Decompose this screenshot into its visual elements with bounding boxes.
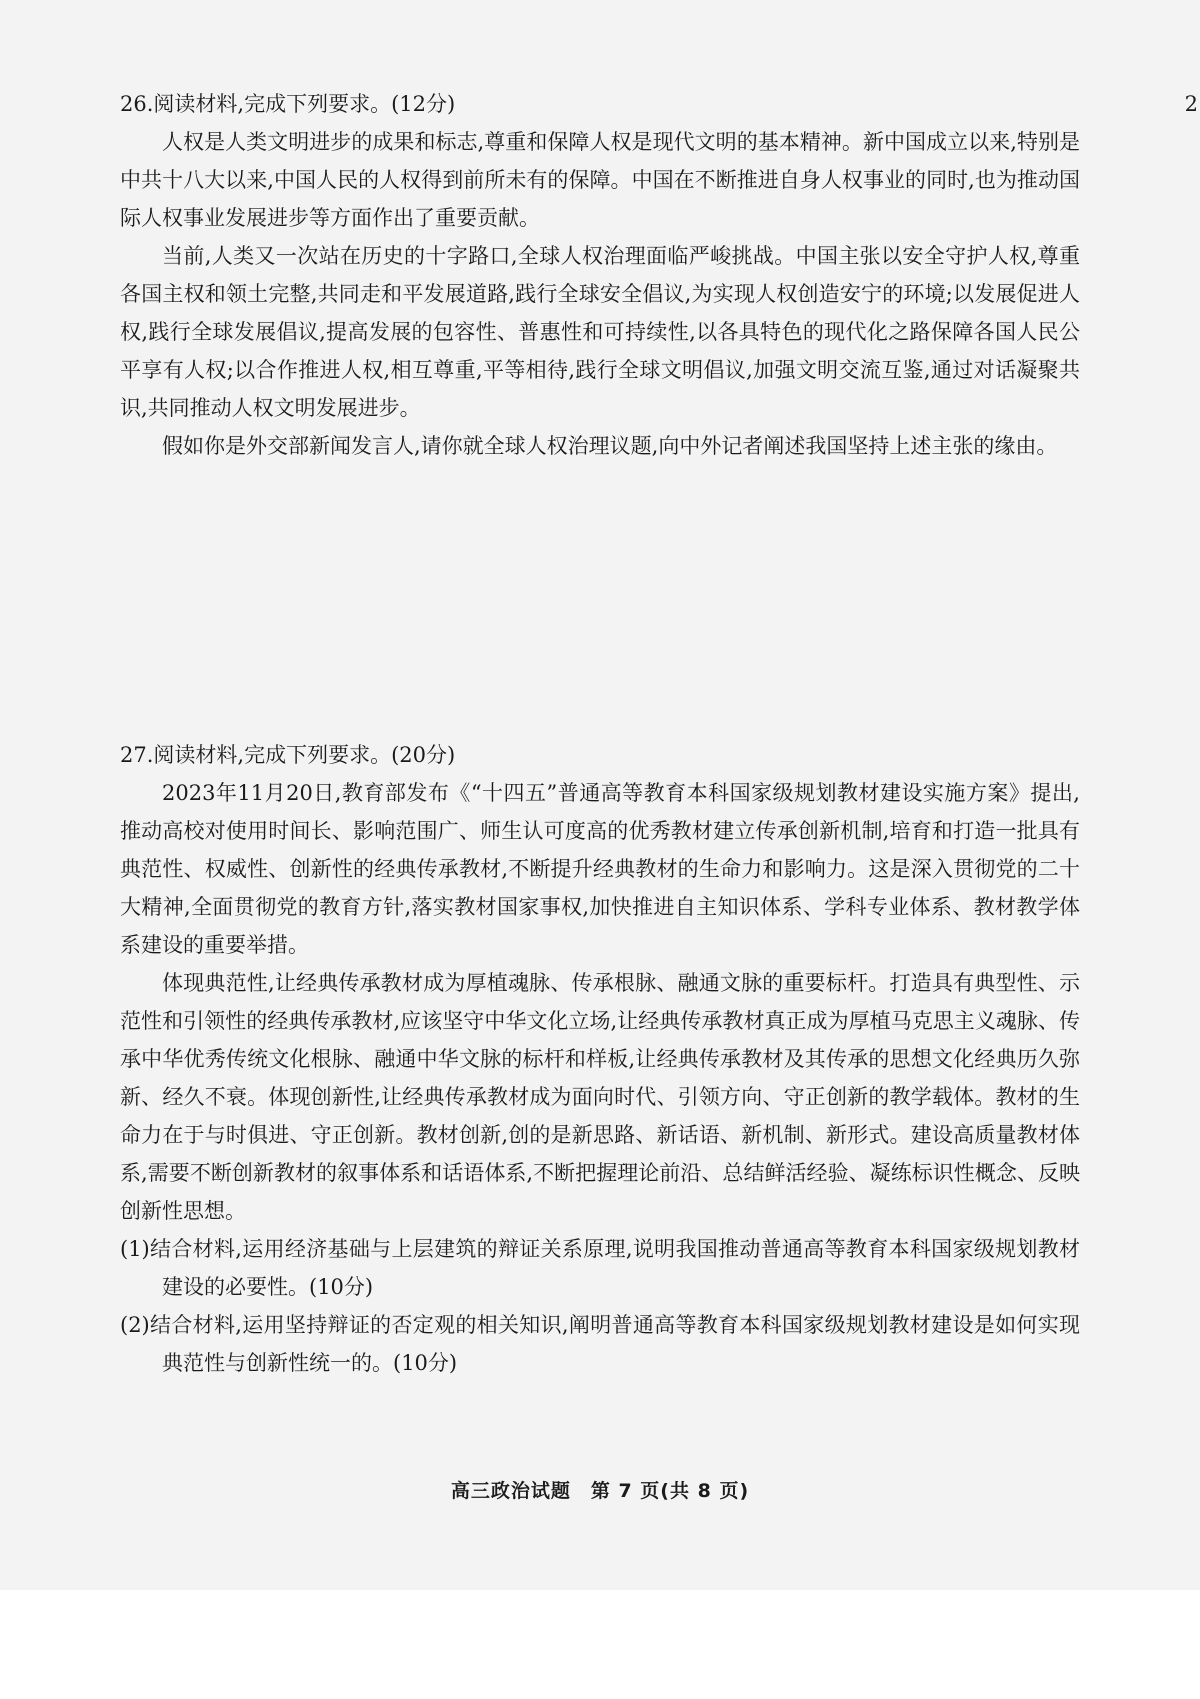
page-bottom-margin xyxy=(0,1590,1200,1699)
question-27-paragraph: 体现典范性,让经典传承教材成为厚植魂脉、传承根脉、融通文脉的重要标杆。打造具有典型性、示范性和引领性的经典传承教材,应该坚守中华文化立场,让经典传承教材真正成为厚植马克思主义魂脉、传承中华优秀传统文化根脉、融通中华文脉的标杆和样板,让经典传承教材及其传承的思想文化经典历久弥新、经久不衰。体现创新性,让经典传承教材成为面向时代、引领方向、守正创新的教学载体。教材的生命力在于与时俱进、守正创新。教材创新,创的是新思路、新话语、新机制、新形式。建设高质量教材体系,需要不断创新教材的叙事体系和话语体系,不断把握理论前沿、总结鲜活经验、凝练标识性概念、反映创新性思想。 xyxy=(120,971,1080,1223)
question-27 xyxy=(120,736,1080,1382)
question-26-paragraph: 当前,人类又一次站在历史的十字路口,全球人权治理面临严峻挑战。中国主张以安全守护人权,尊重各国主权和领土完整,共同走和平发展道路,践行全球安全倡议,为实现人权创造安宁的环境;以发展促进人权,践行全球发展倡议,提高发展的包容性、普惠性和可持续性,以各具特色的现代化之路保障各国人民公平享有人权;以合作推进人权,相互尊重,平等相待,践行全球文明倡议,加强文明交流互鉴,通过对话凝聚共识,共同推动人权文明发展进步。 xyxy=(120,244,1080,420)
question-26-title: 26.阅读材料,完成下列要求。(12分) xyxy=(120,92,456,116)
page-footer: 高三政治试题 第 7 页(共 8 页) xyxy=(450,1480,750,1502)
question-26-prompt: 假如你是外交部新闻发言人,请你就全球人权治理议题,向中外记者阐述我国坚持上述主张的缘由。 xyxy=(162,434,1058,458)
question-27-sub-1: (1)结合材料,运用经济基础与上层建筑的辩证关系原理,说明我国推动普通高等教育本科国家级规划教材建设的必要性。(10分) xyxy=(120,1237,1080,1299)
question-26-paragraph: 人权是人类文明进步的成果和标志,尊重和保障人权是现代文明的基本精神。新中国成立以来,特别是中共十八大以来,中国人民的人权得到前所未有的保障。中国在不断推进自身人权事业的同时,也为推动国际人权事业发展进步等方面作出了重要贡献。 xyxy=(120,130,1080,230)
page-edge-mark: 2 xyxy=(1184,92,1198,116)
question-27-sub-2: (2)结合材料,运用坚持辩证的否定观的相关知识,阐明普通高等教育本科国家级规划教材建设是如何实现典范性与创新性统一的。(10分) xyxy=(120,1313,1080,1375)
question-26 xyxy=(120,85,1080,465)
question-27-title: 27.阅读材料,完成下列要求。(20分) xyxy=(120,743,456,767)
question-27-paragraph: 2023年11月20日,教育部发布《“十四五”普通高等教育本科国家级规划教材建设实施方案》提出,推动高校对使用时间长、影响范围广、师生认可度高的优秀教材建立传承创新机制,培育和打造一批具有典范性、权威性、创新性的经典传承教材,不断提升经典教材的生命力和影响力。这是深入贯彻党的二十大精神,全面贯彻党的教育方针,落实教材国家事权,加快推进自主知识体系、学科专业体系、教材教学体系建设的重要举措。 xyxy=(120,781,1080,957)
